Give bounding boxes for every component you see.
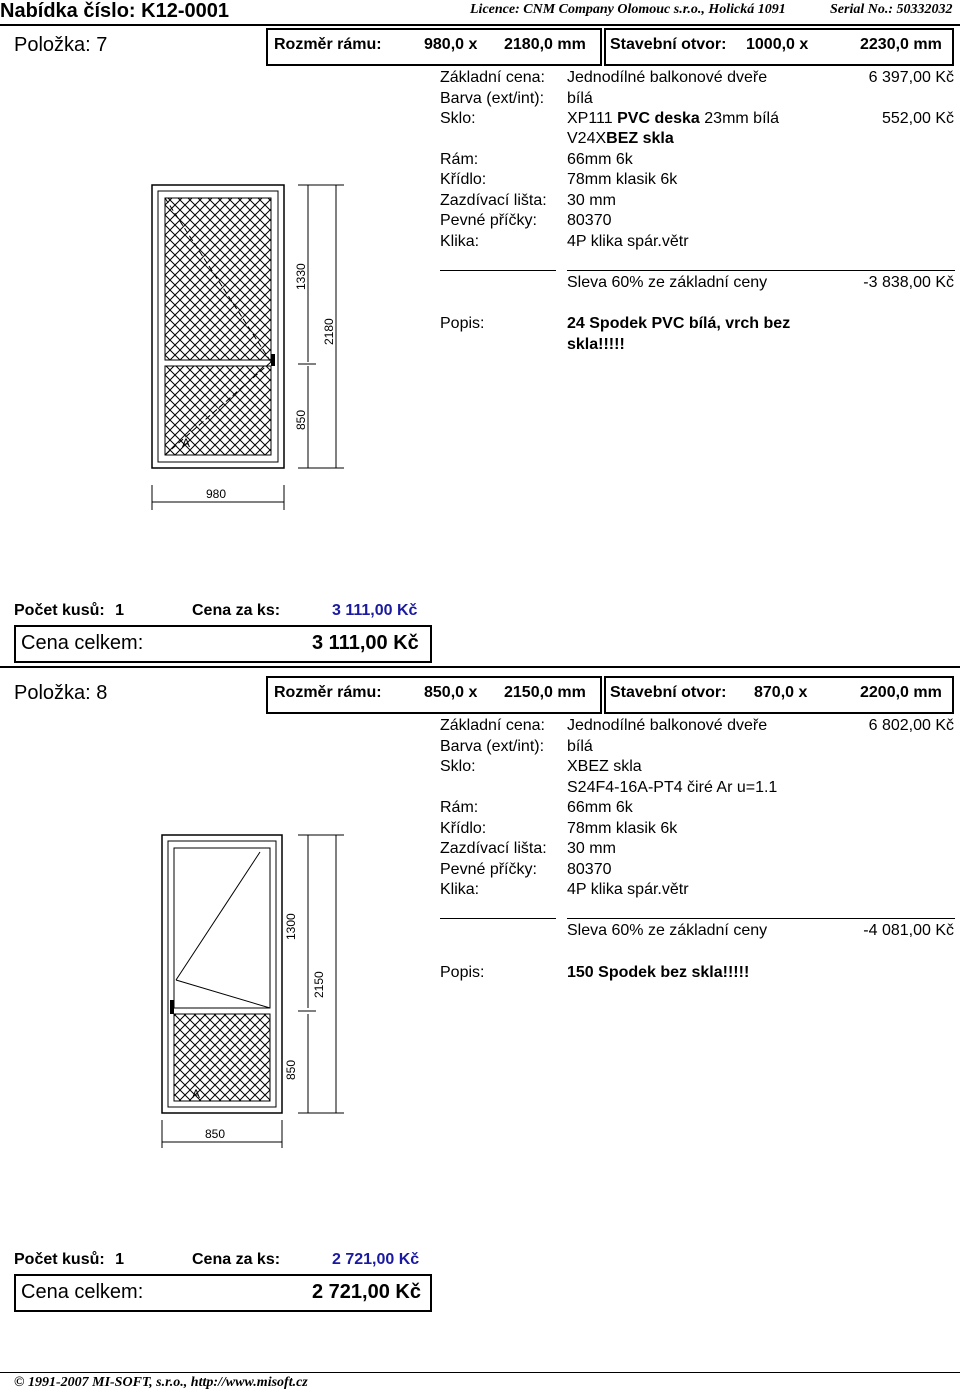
base-price-value: 6 802,00 Kč xyxy=(868,717,954,734)
dim-lower: 850 xyxy=(284,1059,298,1080)
serial-text: Serial No.: 50332032 xyxy=(830,2,953,17)
mullions-value: 80370 xyxy=(567,861,612,878)
dim-upper: 1300 xyxy=(284,913,298,940)
glass-price: 552,00 Kč xyxy=(881,110,954,127)
base-price-label: Základní cena: xyxy=(440,69,545,86)
opening-label: Stavební otvor: xyxy=(610,36,727,53)
opening-line xyxy=(176,980,270,1008)
frame-label: Rám: xyxy=(440,799,479,816)
handle-label: Klika: xyxy=(440,233,480,250)
color-value: bílá xyxy=(567,738,593,755)
dim-lower: 850 xyxy=(294,409,308,430)
door-drawing xyxy=(150,830,370,1160)
footer-rule xyxy=(0,1372,960,1373)
unit-price-label: Cena za ks: xyxy=(192,1251,281,1268)
handle-mark xyxy=(170,1000,174,1014)
separator-line xyxy=(440,270,556,271)
glass-value-2: V24XBEZ skla xyxy=(567,130,674,147)
sash-value: 78mm klasik 6k xyxy=(567,820,678,837)
item-label: Položka: 8 xyxy=(14,682,108,704)
document-title: Nabídka číslo: K12-0001 xyxy=(0,0,229,22)
opening-value: 870,0 x xyxy=(754,684,808,701)
color-value: bílá xyxy=(567,90,593,107)
opening-value: 1000,0 x xyxy=(746,36,809,53)
frame-size-value: 980,0 x xyxy=(424,36,478,53)
note-label: Popis: xyxy=(440,315,485,332)
opening-line xyxy=(176,852,260,980)
dim-height: 2180 xyxy=(322,318,336,345)
masonry-label: Zazdívací lišta: xyxy=(440,840,547,857)
mullions-value: 80370 xyxy=(567,212,612,229)
sash-value: 78mm klasik 6k xyxy=(567,171,678,188)
note-text-2: skla!!!!! xyxy=(567,336,625,353)
door-drawing xyxy=(140,180,360,520)
glass-label: Sklo: xyxy=(440,110,476,127)
discount-text: Sleva 60% ze základní ceny xyxy=(567,922,768,939)
qty-label: Počet kusů: 1 xyxy=(14,602,125,619)
mullions-label: Pevné příčky: xyxy=(440,212,537,229)
base-price-label: Základní cena: xyxy=(440,717,545,734)
frame-size-label: Rozměr rámu: xyxy=(274,36,382,53)
sash-label: Křídlo: xyxy=(440,820,487,837)
header-rule xyxy=(0,24,960,26)
opening-height: 2200,0 mm xyxy=(860,684,942,701)
frame-value: 66mm 6k xyxy=(567,799,633,816)
separator-line xyxy=(567,918,955,919)
unit-price-value: 2 721,00 Kč xyxy=(332,1251,420,1268)
handle-value: 4P klika spár.větr xyxy=(567,881,689,898)
frame-label: Rám: xyxy=(440,151,479,168)
discount-text: Sleva 60% ze základní ceny xyxy=(567,274,768,291)
note-text: 24 Spodek PVC bílá, vrch bez xyxy=(567,315,791,332)
handle-mark xyxy=(271,354,275,366)
total-label: Cena celkem: xyxy=(21,1281,144,1303)
frame-size-label: Rozměr rámu: xyxy=(274,684,382,701)
glass-value: XBEZ skla xyxy=(567,758,642,775)
base-price-value: 6 397,00 Kč xyxy=(868,69,954,86)
dim-width: 850 xyxy=(205,1127,226,1141)
glass-value: XP111 PVC deska 23mm bílá xyxy=(567,110,779,127)
total-value: 2 721,00 Kč xyxy=(312,1281,421,1303)
licence-text: Licence: CNM Company Olomouc s.r.o., Holická 1091 xyxy=(470,2,786,17)
base-price-desc: Jednodílné balkonové dveře xyxy=(567,69,768,86)
separator-line xyxy=(567,270,955,271)
frame-size-height: 2180,0 mm xyxy=(504,36,586,53)
panel-tag: A xyxy=(182,436,191,450)
note-label: Popis: xyxy=(440,964,485,981)
discount-value: -3 838,00 Kč xyxy=(863,274,954,291)
total-label: Cena celkem: xyxy=(21,632,144,654)
handle-label: Klika: xyxy=(440,881,480,898)
mullions-label: Pevné příčky: xyxy=(440,861,537,878)
frame-value: 66mm 6k xyxy=(567,151,633,168)
unit-price-value: 3 111,00 Kč xyxy=(332,602,418,619)
masonry-value: 30 mm xyxy=(567,840,616,857)
handle-value: 4P klika spár.větr xyxy=(567,233,689,250)
dim-upper: 1330 xyxy=(294,263,308,290)
item-separator xyxy=(0,666,960,668)
glass-value-2: S24F4-16A-PT4 čiré Ar u=1.1 xyxy=(567,779,778,796)
item-label: Položka: 7 xyxy=(14,34,108,56)
discount-value: -4 081,00 Kč xyxy=(863,922,954,939)
masonry-value: 30 mm xyxy=(567,192,616,209)
copyright-text: © 1991-2007 MI-SOFT, s.r.o., http://www.misoft.cz xyxy=(14,1375,308,1390)
lower-panel xyxy=(174,1014,270,1101)
color-label: Barva (ext/int): xyxy=(440,90,545,107)
glass-label: Sklo: xyxy=(440,758,476,775)
separator-line xyxy=(440,918,556,919)
opening-height: 2230,0 mm xyxy=(860,36,942,53)
frame-size-height: 2150,0 mm xyxy=(504,684,586,701)
sash-label: Křídlo: xyxy=(440,171,487,188)
color-label: Barva (ext/int): xyxy=(440,738,545,755)
qty-label: Počet kusů: 1 xyxy=(14,1251,125,1268)
dim-height: 2150 xyxy=(312,971,326,998)
note-text: 150 Spodek bez skla!!!!! xyxy=(567,964,750,981)
base-price-desc: Jednodílné balkonové dveře xyxy=(567,717,768,734)
opening-label: Stavební otvor: xyxy=(610,684,727,701)
dim-width: 980 xyxy=(206,487,227,501)
unit-price-label: Cena za ks: xyxy=(192,602,281,619)
frame-size-value: 850,0 x xyxy=(424,684,478,701)
masonry-label: Zazdívací lišta: xyxy=(440,192,547,209)
panel-tag: A xyxy=(192,1087,201,1101)
total-value: 3 111,00 Kč xyxy=(312,632,419,654)
